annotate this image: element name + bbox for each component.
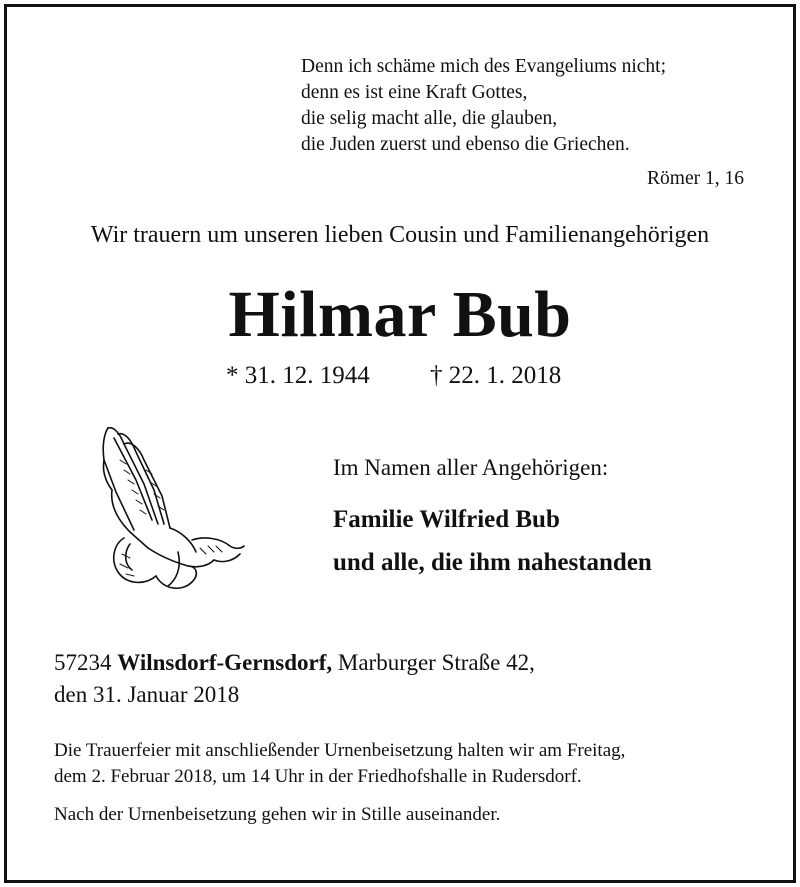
verse-line: die selig macht alle, die glauben, (301, 108, 558, 129)
funeral-line: dem 2. Februar 2018, um 14 Uhr in der Friedhofshalle in Rudersdorf. (54, 766, 582, 787)
funeral-line: Die Trauerfeier mit anschließender Urnenbeisetzung halten wir am Freitag, (54, 740, 626, 761)
street: Marburger Straße 42, (337, 650, 535, 675)
funeral-info (54, 738, 625, 790)
notice-date: den 31. Januar 2018 (54, 682, 240, 707)
postcode: 57234 (54, 650, 112, 675)
verse-line: die Juden zuerst und ebenso die Griechen. (301, 134, 630, 155)
signature-others: und alle, die ihm nahestanden (333, 549, 652, 576)
death-date: † 22. 1. 2018 (430, 362, 562, 389)
verse-line: denn es ist eine Kraft Gottes, (301, 82, 528, 103)
signature-family: Familie Wilfried Bub (333, 506, 560, 533)
birth-date: * 31. 12. 1944 (226, 362, 370, 389)
place: Wilnsdorf-Gernsdorf, (117, 650, 333, 675)
closing-note: Nach der Urnenbeisetzung gehen wir in Stille auseinander. (54, 804, 501, 825)
praying-hands-icon (96, 420, 246, 595)
signature-intro: Im Namen aller Angehörigen: (333, 455, 609, 480)
address-line (54, 650, 535, 676)
bible-verse (301, 54, 666, 158)
verse-line: Denn ich schäme mich des Evangeliums nicht; (301, 56, 666, 77)
mourning-intro: Wir trauern um unseren lieben Cousin und Familienangehörigen (90, 222, 710, 248)
deceased-name: Hilmar Bub (228, 278, 572, 351)
verse-reference: Römer 1, 16 (647, 168, 744, 189)
